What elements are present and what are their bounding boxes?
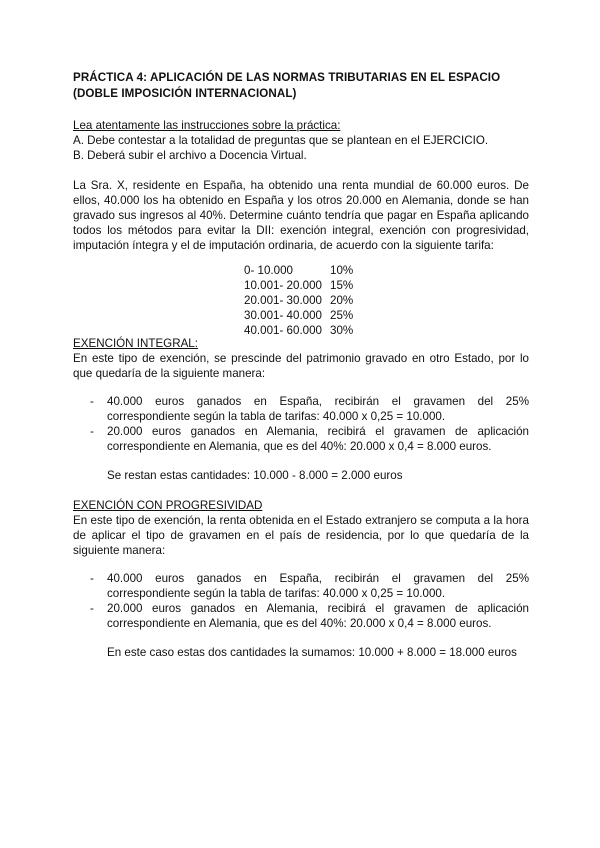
list-item-text: 20.000 euros ganados en Alemania, recibirá el gravamen de aplicación correspondiente en Alemania, que es del 40%: 20.000 x 0,4 = 8.000 euros. — [107, 425, 529, 453]
tax-bracket: 20.001- 30.000 — [244, 294, 323, 307]
tax-rate: 30% — [330, 324, 354, 337]
tax-rate-row — [244, 308, 353, 323]
tax-bracket: 40.001- 60.000 — [244, 324, 323, 337]
list-item-text: 40.000 euros ganados en España, recibirán el gravamen del 25% correspondiente según la tabla de tarifas: 40.000 x 0,25 = 10.000. — [107, 572, 529, 600]
instructions — [73, 118, 529, 163]
section-heading-exencion-progresividad: EXENCIÓN CON PROGRESIVIDAD — [73, 499, 263, 512]
instruction-a: A. Debe contestar a la totalidad de preguntas que se plantean en el EJERCICIO. — [73, 134, 489, 147]
tax-bracket: 10.001- 20.000 — [244, 279, 323, 292]
tax-rate: 20% — [330, 294, 354, 307]
list-item-text: 20.000 euros ganados en Alemania, recibirá el gravamen de aplicación correspondiente en Alemania, que es del 40%: 20.000 x 0,4 = 8.000 euros. — [107, 602, 529, 630]
tax-rate-row — [244, 278, 353, 293]
bullet-dash: - — [90, 602, 94, 615]
section-intro: En este tipo de exención, la renta obtenida en el Estado extranjero se computa a la hora de aplicar el tipo de gravamen en el país de residencia, por lo que quedaría de la siguiente manera: — [73, 514, 529, 557]
tax-rate: 10% — [330, 264, 354, 277]
section-heading-exencion-integral: EXENCIÓN INTEGRAL: — [73, 337, 198, 350]
tax-bracket: 30.001- 40.000 — [244, 309, 323, 322]
exercise-statement: La Sra. X, residente en España, ha obtenido una renta mundial de 60.000 euros. De ellos, 40.000 los ha obtenido en España y los otros 20.000 en Alemania, donde se han gravado sus ingresos al 40%. Determine cuánto tendría que pagar en España aplicando todos los métodos para evitar la DII: exención integral, exención con progresividad, imputación íntegra y el de imputación ordinaria, de acuerdo con la siguiente tarifa: — [73, 179, 529, 252]
bullet-dash: - — [90, 572, 94, 585]
bullet-dash: - — [90, 425, 94, 438]
tax-rate: 25% — [330, 309, 354, 322]
page-title: PRÁCTICA 4: APLICACIÓN DE LAS NORMAS TRIBUTARIAS EN EL ESPACIO (DOBLE IMPOSICIÓN INTERNACIONAL) — [73, 71, 501, 100]
section-intro: En este tipo de exención, se prescinde del patrimonio gravado en otro Estado, por lo que quedaría de la siguiente manera: — [73, 352, 529, 380]
tax-rate-table — [244, 263, 353, 338]
instruction-b: B. Deberá subir el archivo a Docencia Virtual. — [73, 149, 307, 162]
tax-rate: 15% — [330, 279, 354, 292]
tax-bracket: 0- 10.000 — [244, 264, 293, 277]
instructions-heading: Lea atentamente las instrucciones sobre la práctica: — [73, 119, 341, 132]
result-note: Se restan estas cantidades: 10.000 - 8.000 = 2.000 euros — [107, 469, 403, 482]
tax-rate-row — [244, 293, 353, 308]
bullet-dash: - — [90, 395, 94, 408]
list-item-text: 40.000 euros ganados en España, recibirán el gravamen del 25% correspondiente según la tabla de tarifas: 40.000 x 0,25 = 10.000. — [107, 395, 529, 423]
tax-rate-row — [244, 263, 353, 278]
result-note: En este caso estas dos cantidades la sumamos: 10.000 + 8.000 = 18.000 euros — [107, 646, 517, 659]
